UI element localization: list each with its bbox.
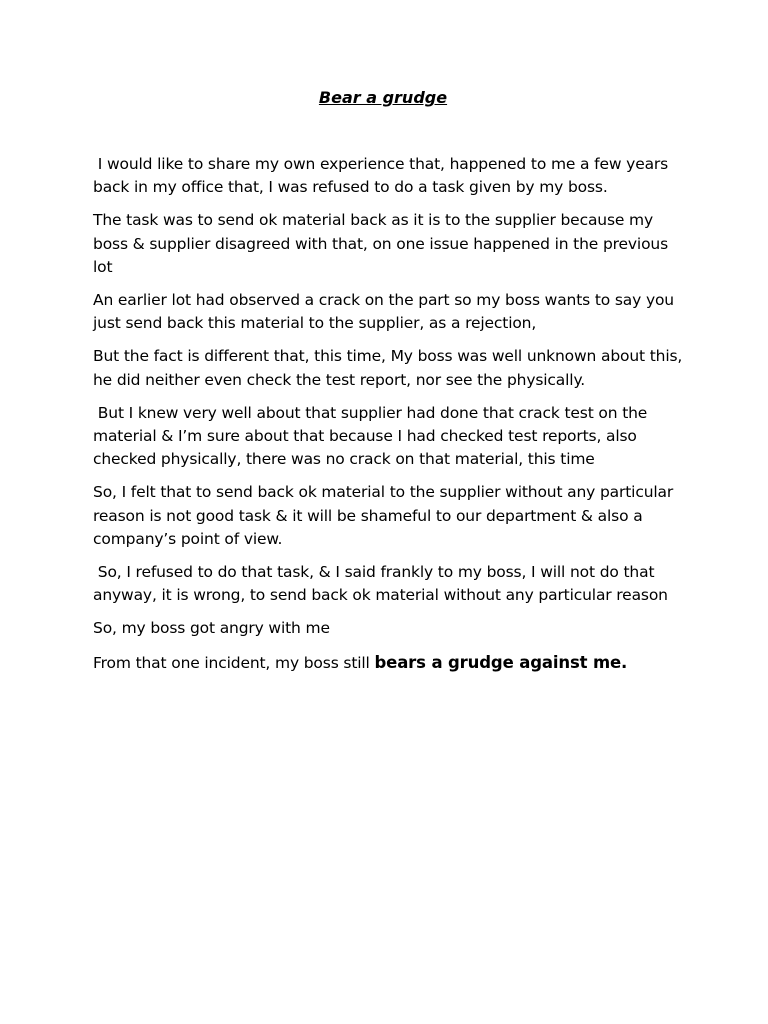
- paragraph-6: So, I felt that to send back ok material to the supplier without any particular reason is not good task & it will be shameful to our department & also a company’s point of view.: [93, 483, 674, 548]
- paragraph-2: The task was to send ok material back as it is to the supplier because my boss & supplier disagreed with that, on one issue happened in the previous lot: [93, 211, 669, 276]
- document-body: [93, 153, 683, 685]
- closing-emphasis-text: bears a grudge against me.: [374, 652, 628, 672]
- document-title: Bear a grudge: [318, 88, 448, 107]
- paragraph-5: But I knew very well about that supplier had done that crack test on the material & I’m sure about that because I had checked test reports, also checked physically, there was no crack on that material, this time: [93, 403, 652, 469]
- paragraph-8: So, my boss got angry with me: [93, 619, 330, 638]
- paragraph-3: An earlier lot had observed a crack on the part so my boss wants to say you just send back this material to the supplier, as a rejection,: [93, 291, 674, 333]
- paragraph-1: I would like to share my own experience that, happened to me a few years back in my office that, I was refused to do a task given by my boss.: [93, 155, 673, 197]
- paragraph-4: But the fact is different that, this time, My boss was well unknown about this, he did neither even check the test report, nor see the physically.: [93, 347, 683, 389]
- closing-paragraph: [93, 651, 683, 675]
- paragraph-7: So, I refused to do that task, & I said frankly to my boss, I will not do that anyway, it is wrong, to send back ok material without any particular reason: [93, 563, 668, 605]
- closing-lead-text: From that one incident, my boss still: [93, 653, 375, 672]
